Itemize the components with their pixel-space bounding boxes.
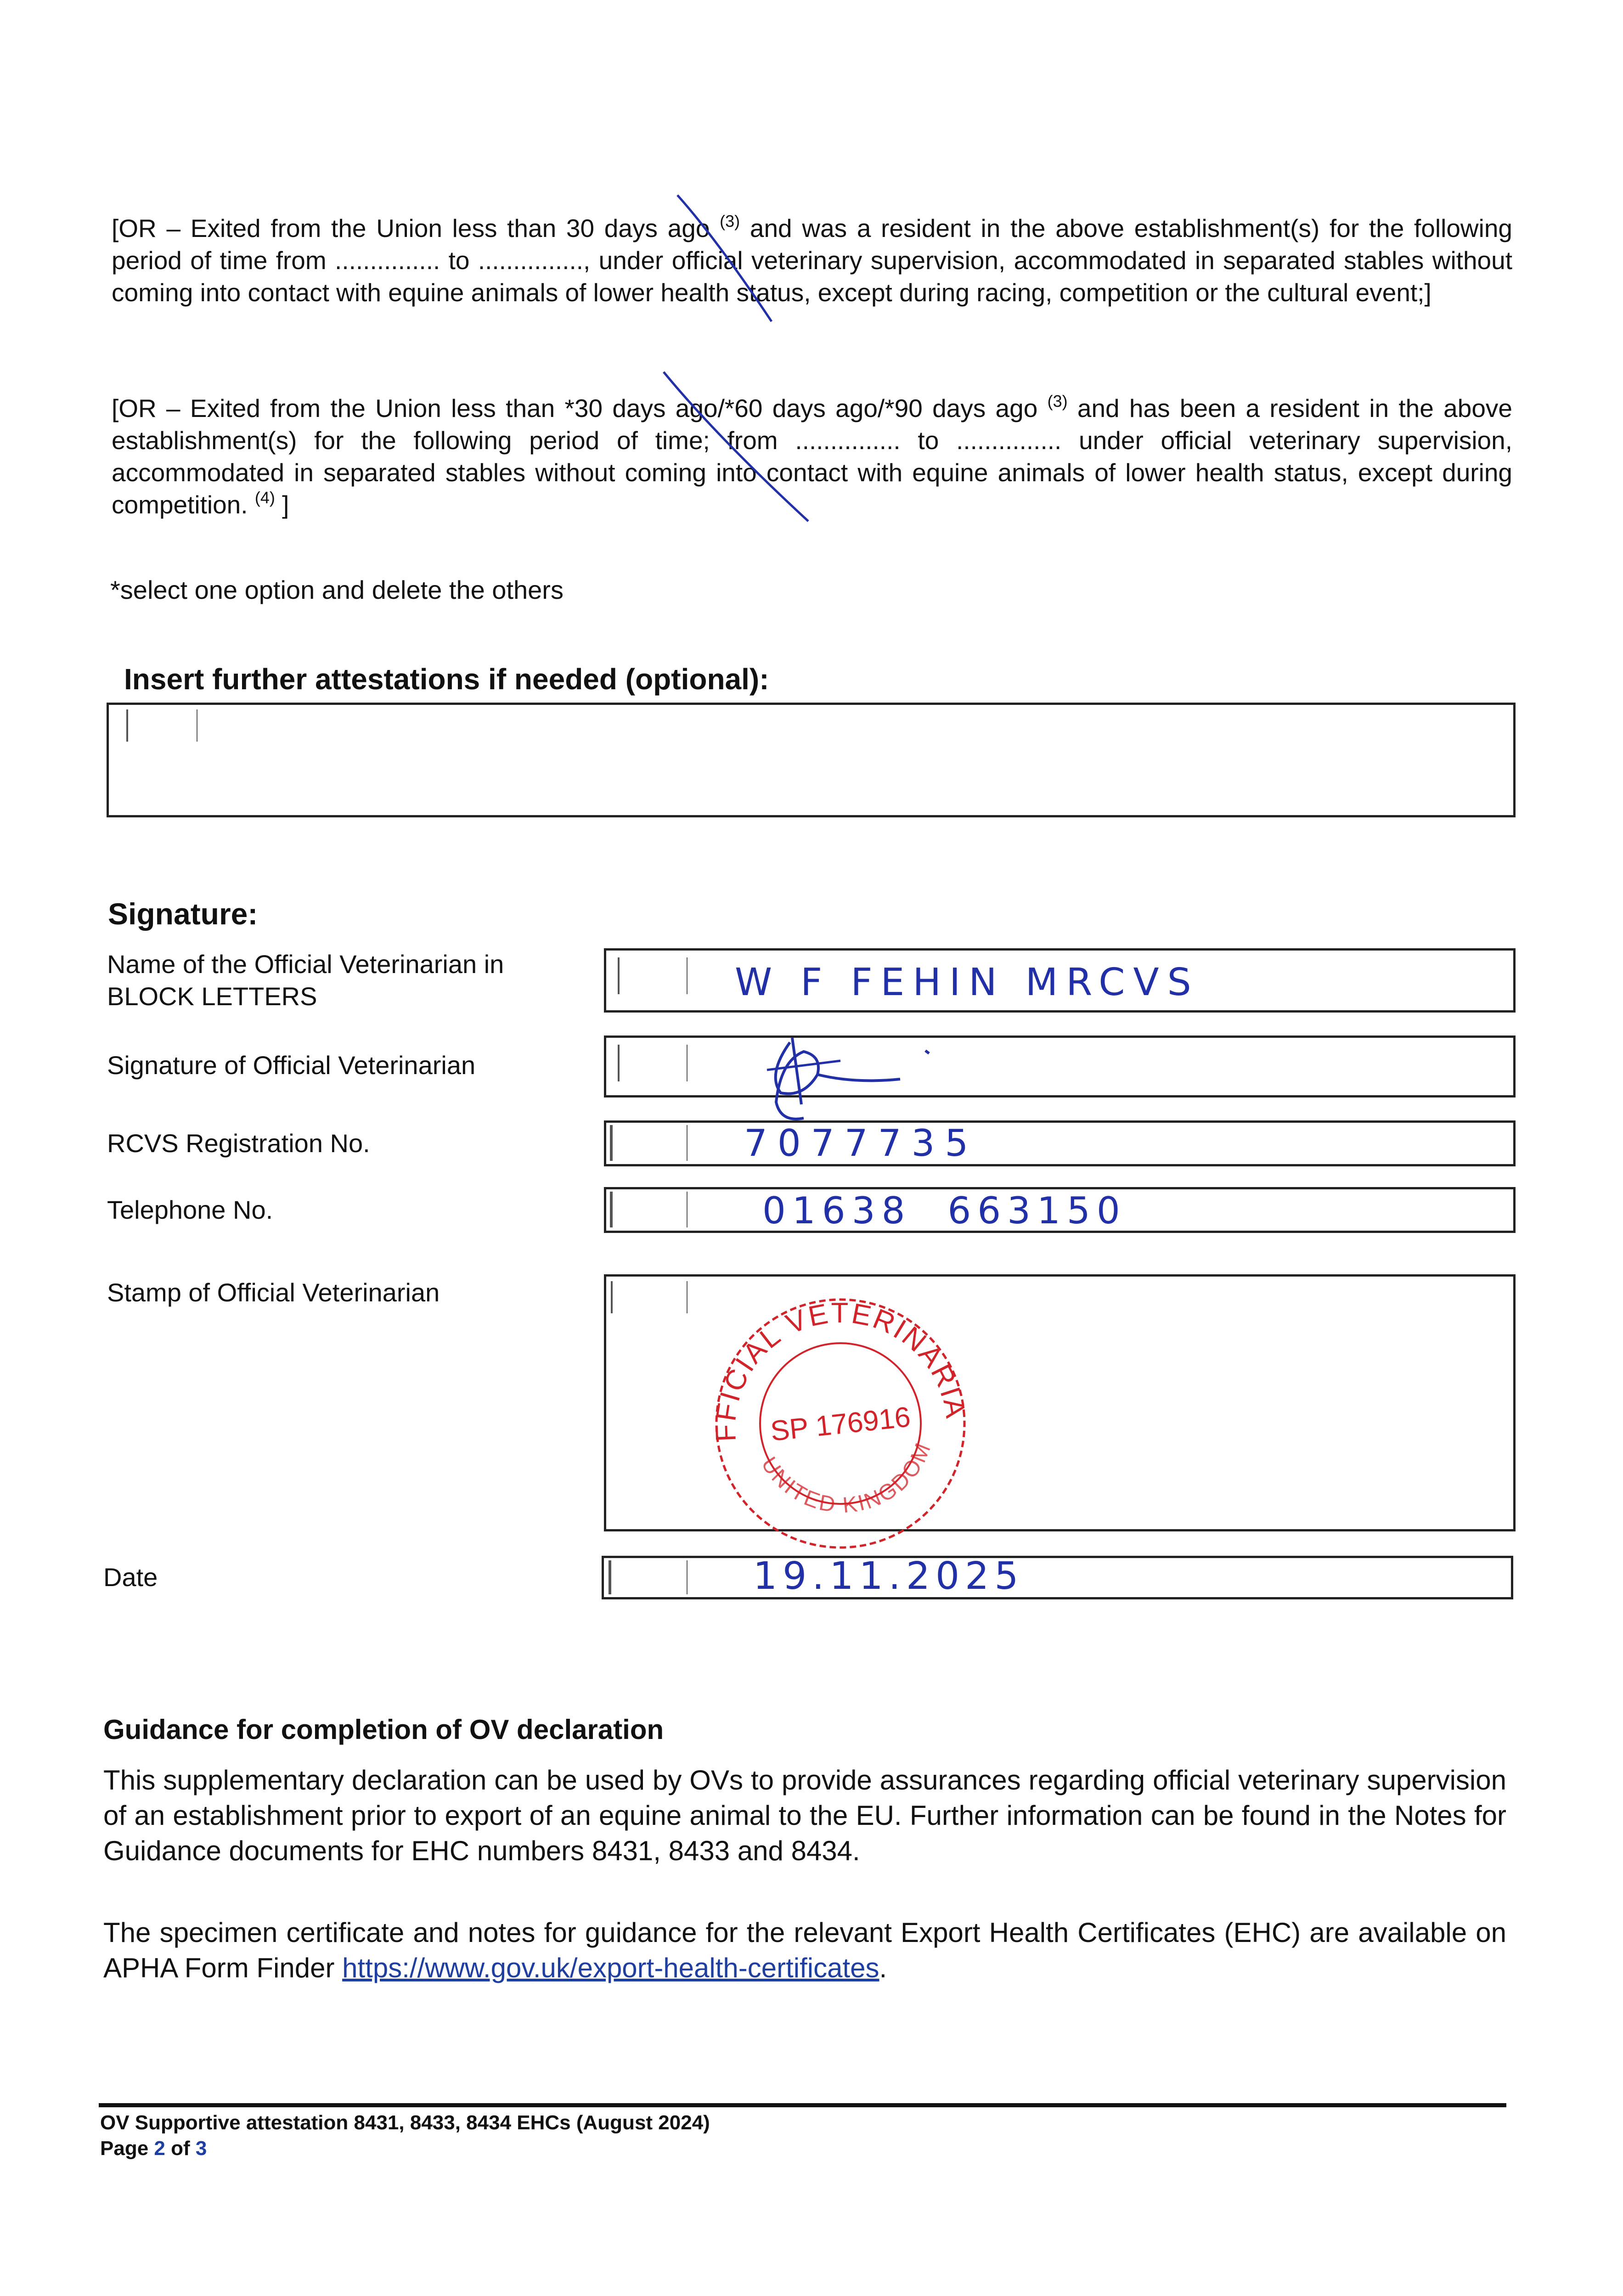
rcvs-field[interactable] bbox=[604, 1120, 1516, 1166]
name-handwriting: W F FEHIN MRCVS bbox=[735, 961, 1200, 1004]
field-marker bbox=[687, 1125, 688, 1161]
guidance-paragraph-2 bbox=[103, 1915, 1506, 1986]
field-marker bbox=[618, 1045, 620, 1081]
select-option-note: *select one option and delete the others bbox=[110, 575, 564, 604]
rcvs-handwriting: 7077735 bbox=[744, 1122, 979, 1165]
field-marker bbox=[687, 1560, 688, 1594]
p1-text-b: and was a resident in the above establishment(s) for the following period of time from ............... to ..............., under official veterinary supervision, accommodated in separated stables without coming into contact with equine animals of lower health status, except during racing, competition or the cultural event;] bbox=[112, 214, 1513, 307]
telephone-label: Telephone No. bbox=[107, 1195, 273, 1224]
strike-line-p1 bbox=[677, 195, 772, 321]
field-marker bbox=[126, 709, 128, 742]
rcvs-label: RCVS Registration No. bbox=[107, 1129, 370, 1158]
p2-footnote-ref-2: (4) bbox=[254, 488, 275, 507]
svg-text:UNITED KINGDOM bbox=[755, 1436, 943, 1526]
strike-lines bbox=[0, 0, 1623, 551]
p1-text-a: [OR – Exited from the Union less than 30 days ago bbox=[112, 214, 710, 242]
date-handwriting: 19.11.2025 bbox=[753, 1554, 1024, 1598]
footer-document-title: OV Supportive attestation 8431, 8433, 8434 EHCs (August 2024) bbox=[100, 2111, 710, 2134]
footer-of-word: of bbox=[165, 2137, 196, 2160]
signature-scribble bbox=[749, 1024, 941, 1130]
field-marker bbox=[610, 1192, 613, 1227]
signature-label: Signature of Official Veterinarian bbox=[107, 1051, 476, 1080]
p2-text-c: ] bbox=[282, 490, 289, 519]
field-marker bbox=[609, 1560, 611, 1594]
field-marker bbox=[687, 1281, 688, 1313]
field-marker bbox=[610, 1125, 613, 1161]
footer-rule bbox=[99, 2103, 1506, 2107]
footer-page-current: 2 bbox=[154, 2137, 165, 2160]
p2-footnote-ref: (3) bbox=[1047, 392, 1068, 411]
p1-footnote-ref: (3) bbox=[720, 212, 740, 231]
stamp-bottom-text: UNITED KINGDOM bbox=[756, 1438, 936, 1518]
field-marker bbox=[687, 957, 688, 994]
further-attestations-field[interactable] bbox=[107, 703, 1516, 817]
field-marker bbox=[618, 957, 620, 994]
footer-page-number bbox=[100, 2136, 710, 2161]
footer-page-total: 3 bbox=[195, 2137, 207, 2160]
guidance-p2-end: . bbox=[879, 1953, 887, 1983]
p2-text-a: [OR – Exited from the Union less than *30 days ago/*60 days ago/*90 days ago bbox=[112, 394, 1038, 422]
telephone-handwriting: 01638 663150 bbox=[762, 1189, 1127, 1232]
date-label: Date bbox=[103, 1563, 158, 1592]
strike-line-p2 bbox=[664, 372, 808, 521]
name-label: Name of the Official Veterinarian in BLOCK LETTERS bbox=[107, 950, 504, 1011]
signature-field[interactable] bbox=[604, 1035, 1516, 1097]
footer-page-word: Page bbox=[100, 2137, 154, 2160]
field-marker bbox=[611, 1281, 613, 1313]
official-veterinarian-stamp bbox=[698, 1286, 983, 1552]
stamp-top-text: OFFICIAL VETERINARIAN bbox=[710, 1297, 972, 1442]
signature-heading: Signature: bbox=[108, 897, 258, 931]
field-marker bbox=[687, 1045, 688, 1081]
guidance-heading: Guidance for completion of OV declaration bbox=[103, 1714, 664, 1745]
stamp-label: Stamp of Official Veterinarian bbox=[107, 1278, 440, 1307]
date-field[interactable] bbox=[602, 1556, 1513, 1599]
further-attestations-heading: Insert further attestations if needed (optional): bbox=[124, 663, 769, 696]
p2-text-b: and has been a resident in the above establishment(s) for the following period of time; from ............... to ............... under official veterinary supervision, accommodated in separated stables without coming into contact with equine animals of lower health status, except during competition. bbox=[112, 394, 1512, 519]
guidance-p2-text: The specimen certificate and notes for guidance for the relevant Export Health Certificates (EHC) are available on APHA Form Finder bbox=[103, 1917, 1506, 1983]
footer bbox=[100, 2110, 710, 2161]
stamp-number: SP 176916 bbox=[769, 1401, 912, 1447]
export-health-certificates-link[interactable]: https://www.gov.uk/export-health-certificates bbox=[342, 1953, 879, 1983]
field-marker bbox=[687, 1192, 688, 1227]
guidance-paragraph-1: This supplementary declaration can be used by OVs to provide assurances regarding official veterinary supervision of an establishment prior to export of an equine animal to the EU. Further information can be found in the Notes for Guidance documents for EHC numbers 8431, 8433 and 8434. bbox=[103, 1765, 1506, 1866]
